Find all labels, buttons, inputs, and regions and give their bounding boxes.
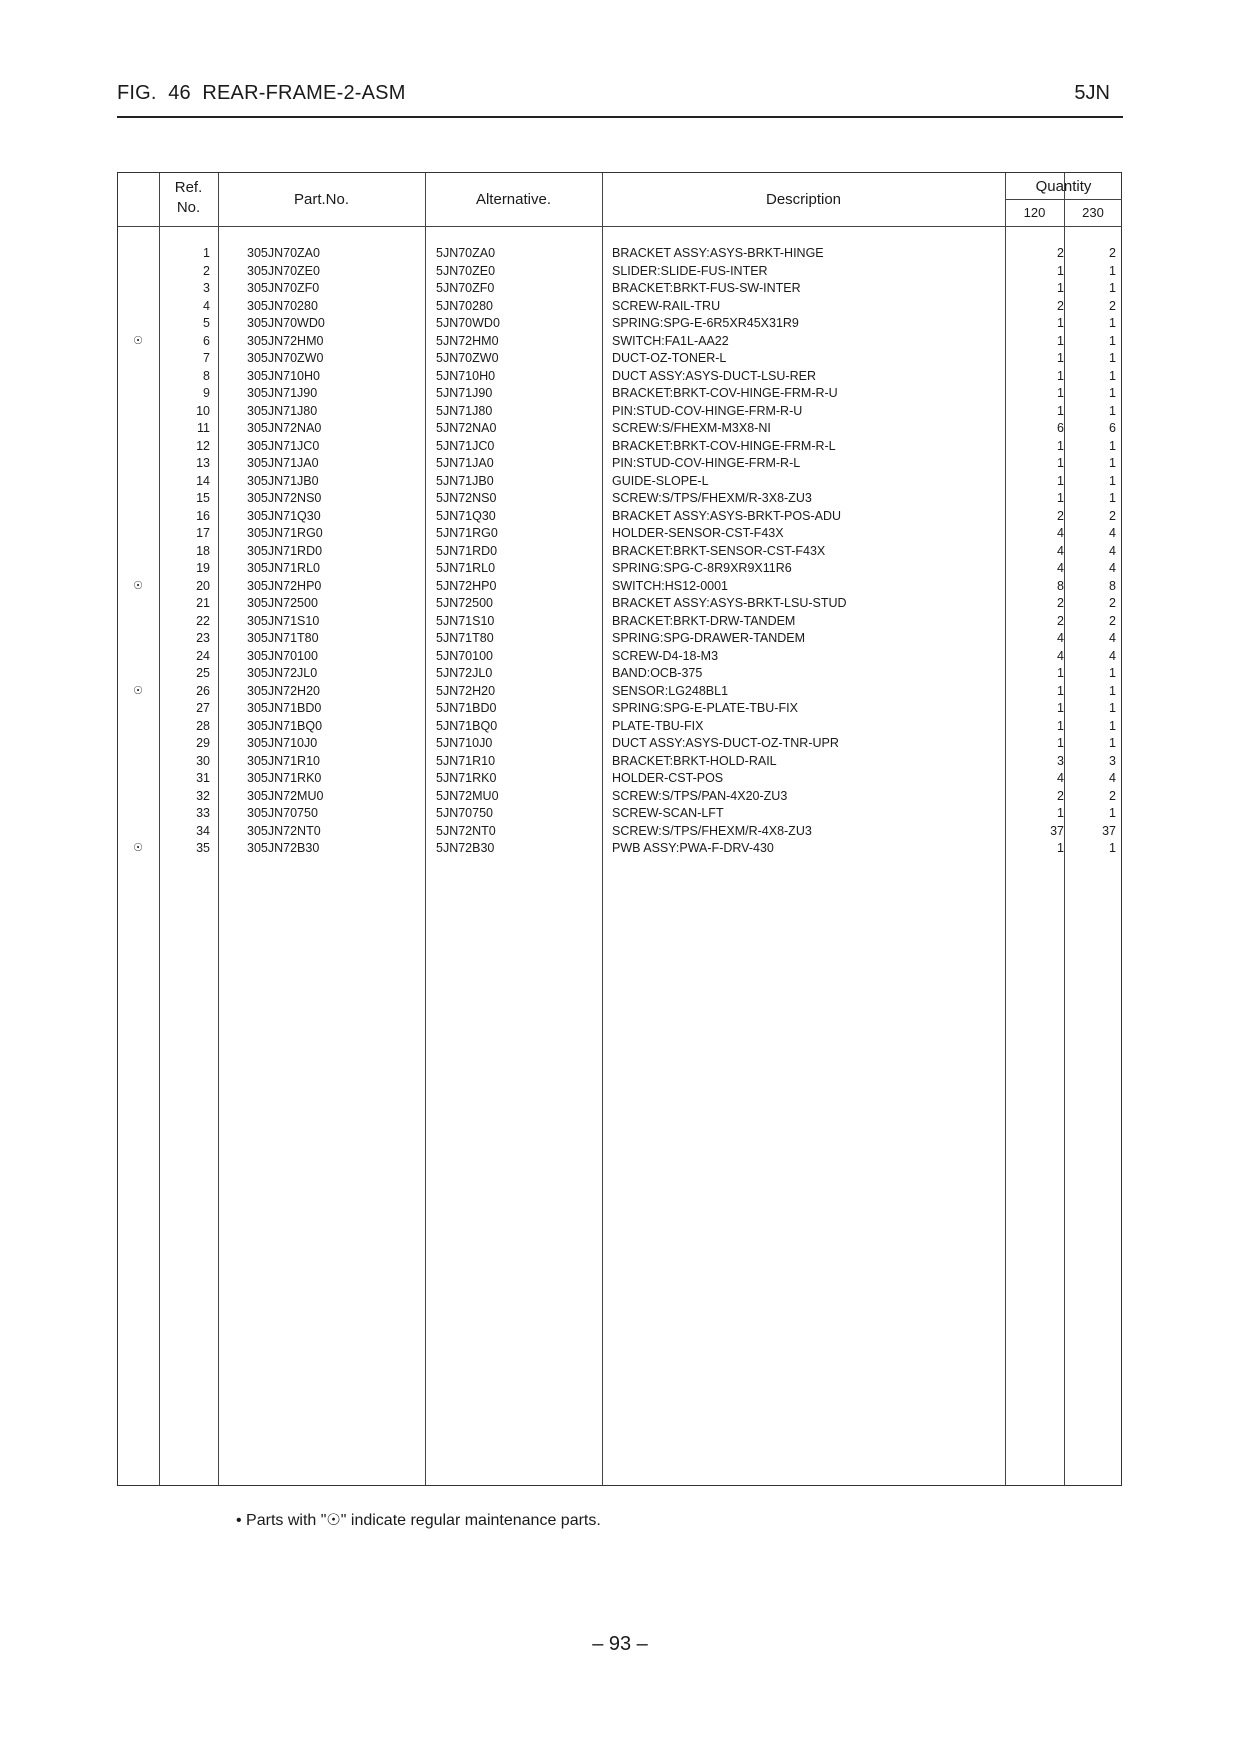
part-no: 305JN70WD0 (247, 316, 325, 330)
qty-230: 1 (1109, 438, 1116, 453)
alternative-no: 5JN71J80 (436, 403, 493, 418)
qty-230: 1 (1109, 666, 1116, 680)
description: BRACKET:BRKT-COV-HINGE-FRM-R-L (612, 438, 836, 453)
ref-no: 1 (203, 246, 210, 260)
table-row (118, 438, 1123, 456)
qty-120: 8 (1057, 578, 1064, 593)
part-no: 305JN71S10 (247, 613, 320, 628)
qty-230: 4 (1109, 543, 1116, 558)
qty-120: 4 (1057, 631, 1064, 645)
qty-120: 4 (1057, 543, 1064, 558)
ref-no: 12 (196, 438, 210, 453)
part-no: 305JN70ZW0 (247, 351, 324, 365)
alternative-no: 5JN71RK0 (436, 771, 497, 785)
part-no: 305JN72HP0 (247, 578, 322, 593)
alternative-no: 5JN72H20 (436, 683, 496, 698)
table-row (118, 333, 1123, 351)
qty-230: 8 (1109, 578, 1116, 593)
part-no: 305JN70ZF0 (247, 281, 320, 295)
ref-no: 35 (196, 841, 210, 855)
ref-no: 21 (196, 596, 210, 610)
header-q120: 120 (1023, 205, 1046, 220)
qty-230: 1 (1109, 403, 1116, 418)
qty-120: 1 (1057, 368, 1064, 383)
table-row (118, 298, 1123, 316)
qty-230: 2 (1109, 298, 1116, 313)
alternative-no: 5JN70WD0 (436, 316, 500, 330)
description: PWB ASSY:PWA-F-DRV-430 (612, 841, 774, 855)
qty-230: 1 (1109, 368, 1116, 383)
description: SPRING:SPG-C-8R9XR9X11R6 (612, 561, 792, 575)
header-ref (159, 178, 218, 218)
description: HOLDER-SENSOR-CST-F43X (612, 526, 784, 540)
header-q230: 230 (1082, 205, 1104, 220)
qty-120: 6 (1057, 421, 1064, 435)
alternative-no: 5JN71BQ0 (436, 718, 498, 733)
table-row (118, 490, 1123, 508)
qty-230: 1 (1109, 333, 1116, 348)
ref-no: 27 (196, 701, 210, 715)
qty-230: 3 (1109, 753, 1116, 768)
qty-120: 1 (1057, 333, 1064, 348)
qty-120: 1 (1057, 281, 1064, 295)
quantity-sub-rule (1005, 199, 1122, 200)
ref-no: 26 (196, 683, 210, 698)
table-row (118, 788, 1123, 806)
table-row (118, 630, 1123, 648)
qty-230: 1 (1109, 281, 1116, 295)
table-row (118, 665, 1123, 683)
figure-title: FIG. 46 REAR-FRAME-2-ASM (117, 82, 406, 104)
maintenance-note: • Parts with "☉" indicate regular maintenance parts. (236, 1512, 601, 1529)
qty-120: 1 (1057, 456, 1064, 470)
alternative-no: 5JN70ZE0 (436, 263, 496, 278)
qty-120: 4 (1057, 648, 1064, 663)
table-row (118, 473, 1123, 491)
part-no: 305JN71RD0 (247, 543, 323, 558)
qty-230: 2 (1109, 246, 1116, 260)
table-row (118, 613, 1123, 631)
alternative-no: 5JN72JL0 (436, 666, 493, 680)
ref-no: 19 (196, 561, 210, 575)
table-row (118, 508, 1123, 526)
table-row (118, 823, 1123, 841)
alternative-no: 5JN70ZF0 (436, 281, 495, 295)
qty-230: 4 (1109, 561, 1116, 575)
qty-230: 1 (1109, 386, 1116, 400)
table-row (118, 385, 1123, 403)
part-no: 305JN71J80 (247, 403, 318, 418)
alternative-no: 5JN71JC0 (436, 438, 495, 453)
qty-230: 4 (1109, 526, 1116, 540)
part-no: 305JN70280 (247, 298, 318, 313)
table-row (118, 753, 1123, 771)
part-no: 305JN70100 (247, 648, 318, 663)
table-row (118, 525, 1123, 543)
qty-120: 2 (1057, 508, 1064, 523)
alternative-no: 5JN71BD0 (436, 701, 497, 715)
description: SENSOR:LG248BL1 (612, 683, 729, 698)
qty-120: 2 (1057, 788, 1064, 803)
part-no: 305JN71RL0 (247, 561, 320, 575)
description: SWITCH:FA1L-AA22 (612, 333, 729, 348)
part-no: 305JN71T80 (247, 631, 319, 645)
ref-no: 30 (196, 753, 210, 768)
qty-120: 4 (1057, 771, 1064, 785)
part-no: 305JN710J0 (247, 736, 318, 750)
table-row (118, 735, 1123, 753)
table-row (118, 718, 1123, 736)
maintenance-mark-icon: ☉ (133, 579, 143, 592)
qty-230: 1 (1109, 473, 1116, 488)
table-row (118, 543, 1123, 561)
description: SPRING:SPG-DRAWER-TANDEM (612, 631, 806, 645)
alternative-no: 5JN70100 (436, 648, 493, 663)
ref-no: 6 (203, 333, 210, 348)
description: BRACKET:BRKT-DRW-TANDEM (612, 613, 796, 628)
alternative-no: 5JN71RD0 (436, 543, 498, 558)
alternative-no: 5JN71JA0 (436, 456, 494, 470)
ref-no: 3 (203, 281, 210, 295)
qty-120: 1 (1057, 491, 1064, 505)
qty-120: 1 (1057, 841, 1064, 855)
alternative-no: 5JN72HM0 (436, 333, 499, 348)
table-row (118, 245, 1123, 263)
table-row (118, 263, 1123, 281)
table-row (118, 770, 1123, 788)
part-no: 305JN71JC0 (247, 438, 320, 453)
part-no: 305JN72H20 (247, 683, 320, 698)
header-rule (117, 116, 1123, 118)
description: PIN:STUD-COV-HINGE-FRM-R-U (612, 403, 803, 418)
qty-230: 1 (1109, 263, 1116, 278)
part-no: 305JN71RK0 (247, 771, 322, 785)
table-row (118, 280, 1123, 298)
alternative-no: 5JN71Q30 (436, 508, 496, 523)
maintenance-mark-icon: ☉ (133, 842, 143, 854)
alternative-no: 5JN70ZA0 (436, 246, 496, 260)
description: SCREW:S/TPS/FHEXM/R-4X8-ZU3 (612, 823, 812, 838)
part-no: 305JN71JB0 (247, 473, 319, 488)
description: DUCT-OZ-TONER-L (612, 351, 727, 365)
ref-no: 18 (196, 543, 210, 558)
qty-230: 1 (1109, 683, 1116, 698)
ref-no: 14 (196, 473, 210, 488)
qty-120: 1 (1057, 701, 1064, 715)
description: PIN:STUD-COV-HINGE-FRM-R-L (612, 456, 801, 470)
alternative-no: 5JN70750 (436, 806, 493, 820)
qty-120: 37 (1050, 823, 1064, 838)
qty-230: 1 (1109, 841, 1116, 855)
maintenance-mark-icon: ☉ (133, 334, 143, 347)
part-no: 305JN71RG0 (247, 526, 323, 540)
description: BAND:OCB-375 (612, 666, 703, 680)
part-no: 305JN72MU0 (247, 788, 324, 803)
ref-no: 13 (196, 456, 210, 470)
description: GUIDE-SLOPE-L (612, 473, 709, 488)
description: SLIDER:SLIDE-FUS-INTER (612, 263, 768, 278)
parts-table (117, 172, 1122, 1486)
description: PLATE-TBU-FIX (612, 718, 704, 733)
table-row (118, 578, 1123, 596)
alternative-no: 5JN72NA0 (436, 421, 497, 435)
header-description: Description (765, 191, 842, 208)
ref-no: 32 (196, 788, 210, 803)
alternative-no: 5JN71JB0 (436, 473, 494, 488)
ref-no: 33 (196, 806, 210, 820)
alternative-no: 5JN70280 (436, 298, 493, 313)
description: BRACKET:BRKT-FUS-SW-INTER (612, 281, 801, 295)
qty-120: 4 (1057, 526, 1064, 540)
description: SCREW-RAIL-TRU (612, 298, 721, 313)
table-row (118, 700, 1123, 718)
alternative-no: 5JN72B30 (436, 841, 495, 855)
ref-no: 20 (196, 578, 210, 593)
description: BRACKET ASSY:ASYS-BRKT-LSU-STUD (612, 596, 847, 610)
ref-no: 17 (196, 526, 210, 540)
part-no: 305JN72JL0 (247, 666, 318, 680)
maintenance-mark-icon: ☉ (133, 684, 143, 697)
description: SPRING:SPG-E-6R5XR45X31R9 (612, 316, 799, 330)
qty-230: 2 (1109, 788, 1116, 803)
table-row (118, 648, 1123, 666)
part-no: 305JN72NA0 (247, 421, 322, 435)
ref-no: 15 (196, 491, 210, 505)
header-ref-line2: No. (176, 199, 201, 216)
description: BRACKET:BRKT-COV-HINGE-FRM-R-U (612, 386, 838, 400)
description: SPRING:SPG-E-PLATE-TBU-FIX (612, 701, 798, 715)
qty-230: 2 (1109, 596, 1116, 610)
alternative-no: 5JN710H0 (436, 368, 496, 383)
qty-120: 3 (1057, 753, 1064, 768)
table-row (118, 455, 1123, 473)
qty-230: 4 (1109, 771, 1116, 785)
part-no: 305JN70750 (247, 806, 318, 820)
qty-120: 1 (1057, 683, 1064, 698)
part-no: 305JN71Q30 (247, 508, 321, 523)
ref-no: 25 (196, 666, 210, 680)
table-row (118, 805, 1123, 823)
part-no: 305JN72NT0 (247, 823, 321, 838)
ref-no: 34 (196, 823, 210, 838)
qty-230: 6 (1109, 421, 1116, 435)
qty-230: 4 (1109, 631, 1116, 645)
description: DUCT ASSY:ASYS-DUCT-OZ-TNR-UPR (612, 736, 839, 750)
qty-120: 1 (1057, 316, 1064, 330)
qty-120: 2 (1057, 596, 1064, 610)
qty-120: 1 (1057, 718, 1064, 733)
alternative-no: 5JN710J0 (436, 736, 493, 750)
alternative-no: 5JN71T80 (436, 631, 494, 645)
ref-no: 16 (196, 508, 210, 523)
table-row (118, 420, 1123, 438)
part-no: 305JN70ZA0 (247, 246, 320, 260)
description: SCREW:S/FHEXM-M3X8-NI (612, 421, 771, 435)
table-row (118, 840, 1123, 858)
alternative-no: 5JN71S10 (436, 613, 495, 628)
ref-no: 23 (196, 631, 210, 645)
description: SCREW:S/TPS/PAN-4X20-ZU3 (612, 788, 788, 803)
qty-230: 1 (1109, 491, 1116, 505)
description: BRACKET:BRKT-SENSOR-CST-F43X (612, 543, 826, 558)
part-no: 305JN72B30 (247, 841, 320, 855)
qty-230: 1 (1109, 718, 1116, 733)
ref-no: 4 (203, 298, 210, 313)
qty-120: 1 (1057, 473, 1064, 488)
header-part-no: Part.No. (293, 191, 350, 208)
ref-no: 2 (203, 263, 210, 278)
qty-230: 1 (1109, 736, 1116, 750)
ref-no: 29 (196, 736, 210, 750)
qty-230: 37 (1102, 823, 1116, 838)
qty-120: 1 (1057, 666, 1064, 680)
qty-230: 2 (1109, 508, 1116, 523)
alternative-no: 5JN70ZW0 (436, 351, 499, 365)
qty-230: 1 (1109, 456, 1116, 470)
ref-no: 28 (196, 718, 210, 733)
qty-230: 4 (1109, 648, 1116, 663)
description: SCREW-D4-18-M3 (612, 648, 719, 663)
ref-no: 10 (196, 403, 210, 418)
ref-no: 9 (203, 386, 210, 400)
alternative-no: 5JN72500 (436, 596, 493, 610)
table-row (118, 403, 1123, 421)
header-alternative: Alternative. (475, 191, 552, 208)
description: SCREW-SCAN-LFT (612, 806, 724, 820)
page-header (117, 82, 1122, 112)
part-no: 305JN71JA0 (247, 456, 319, 470)
header-bottom-rule (118, 226, 1122, 227)
qty-120: 4 (1057, 561, 1064, 575)
alternative-no: 5JN72NT0 (436, 823, 496, 838)
description: BRACKET ASSY:ASYS-BRKT-POS-ADU (612, 508, 842, 523)
header-quantity: Quantity (1035, 178, 1092, 195)
qty-230: 2 (1109, 613, 1116, 628)
ref-no: 31 (196, 771, 210, 785)
qty-120: 1 (1057, 806, 1064, 820)
qty-230: 1 (1109, 351, 1116, 365)
alternative-no: 5JN71J90 (436, 386, 493, 400)
part-no: 305JN71BQ0 (247, 718, 323, 733)
part-no: 305JN71BD0 (247, 701, 322, 715)
description: HOLDER-CST-POS (612, 771, 724, 785)
description: SWITCH:HS12-0001 (612, 578, 729, 593)
part-no: 305JN72500 (247, 596, 318, 610)
alternative-no: 5JN72HP0 (436, 578, 497, 593)
qty-120: 1 (1057, 263, 1064, 278)
qty-120: 2 (1057, 613, 1064, 628)
qty-120: 2 (1057, 298, 1064, 313)
part-no: 305JN70ZE0 (247, 263, 320, 278)
qty-120: 1 (1057, 438, 1064, 453)
table-row (118, 595, 1123, 613)
parts-rows (118, 245, 1123, 858)
description: BRACKET ASSY:ASYS-BRKT-HINGE (612, 246, 824, 260)
table-row (118, 368, 1123, 386)
part-no: 305JN72HM0 (247, 333, 324, 348)
model-code: 5JN (1074, 82, 1110, 104)
alternative-no: 5JN72NS0 (436, 491, 497, 505)
alternative-no: 5JN71RL0 (436, 561, 496, 575)
description: BRACKET:BRKT-HOLD-RAIL (612, 753, 777, 768)
part-no: 305JN71R10 (247, 753, 320, 768)
ref-no: 8 (203, 368, 210, 383)
table-row (118, 683, 1123, 701)
ref-no: 24 (196, 648, 210, 663)
alternative-no: 5JN71R10 (436, 753, 496, 768)
table-row (118, 315, 1123, 333)
part-no: 305JN71J90 (247, 386, 318, 400)
page-number: – 93 – (592, 1633, 648, 1655)
qty-120: 1 (1057, 351, 1064, 365)
description: SCREW:S/TPS/FHEXM/R-3X8-ZU3 (612, 491, 812, 505)
description: DUCT ASSY:ASYS-DUCT-LSU-RER (612, 368, 816, 383)
qty-120: 1 (1057, 403, 1064, 418)
ref-no: 5 (203, 316, 210, 330)
alternative-no: 5JN72MU0 (436, 788, 499, 803)
ref-no: 11 (197, 421, 210, 435)
alternative-no: 5JN71RG0 (436, 526, 498, 540)
ref-no: 22 (196, 613, 210, 628)
qty-230: 1 (1109, 806, 1116, 820)
part-no: 305JN710H0 (247, 368, 320, 383)
qty-230: 1 (1109, 701, 1116, 715)
qty-120: 2 (1057, 246, 1064, 260)
ref-no: 7 (203, 351, 210, 365)
header-ref-line1: Ref. (174, 179, 203, 196)
qty-230: 1 (1109, 316, 1116, 330)
table-row (118, 560, 1123, 578)
qty-120: 1 (1057, 736, 1064, 750)
qty-120: 1 (1057, 386, 1064, 400)
part-no: 305JN72NS0 (247, 491, 322, 505)
table-row (118, 350, 1123, 368)
